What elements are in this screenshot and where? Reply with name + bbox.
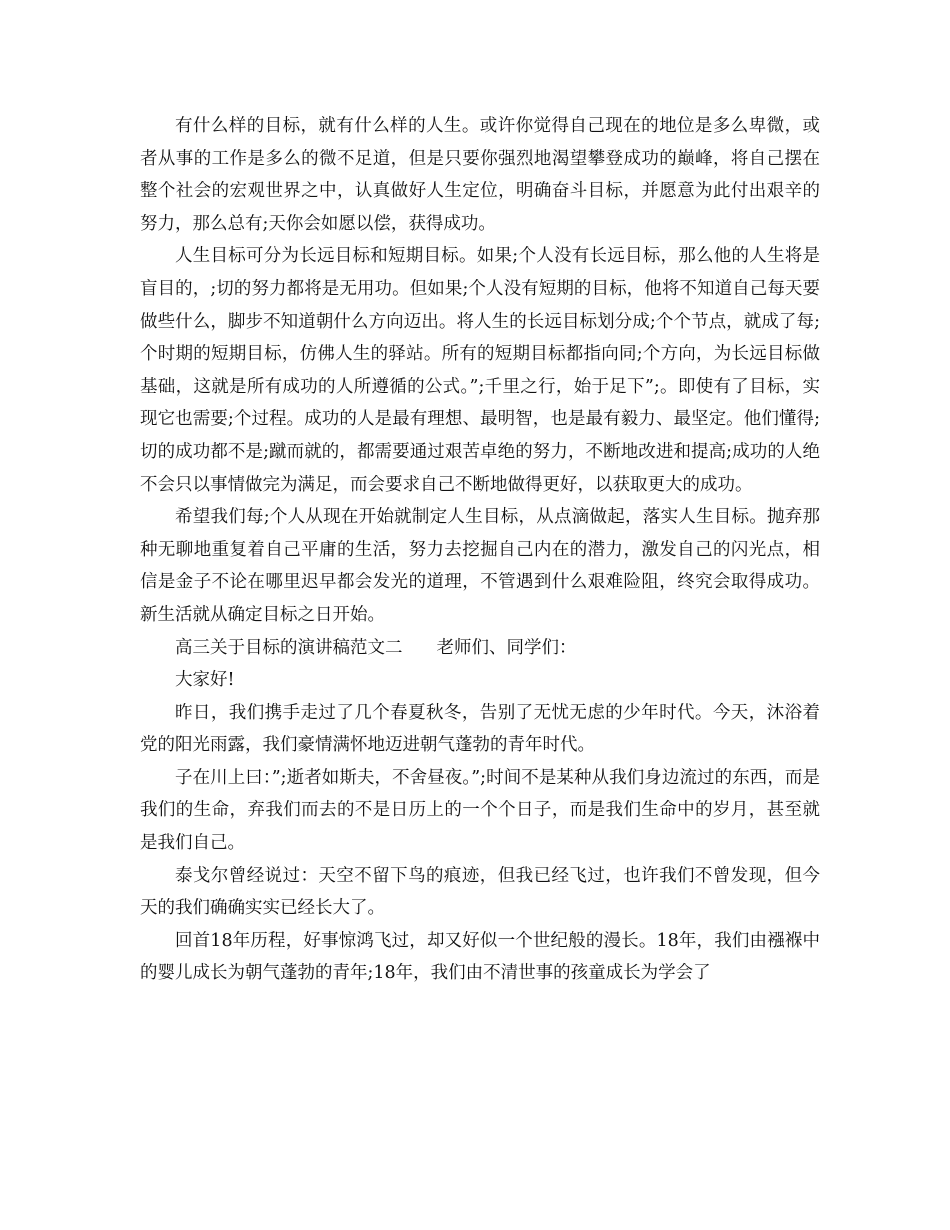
paragraph-goal-and-life: 有什么样的目标，就有什么样的人生。或许你觉得自己现在的地位是多么卑微，或者从事的工作是多么的微不足道，但是只要你强烈地渴望攀登成功的巅峰，将自己摆在整个社会的宏观世界之中，认真做好人生定位，明确奋斗目标，并愿意为此付出艰辛的努力，那么总有;天你会如愿以偿，获得成功。 — [140, 116, 820, 234]
document-body — [140, 110, 820, 990]
paragraph-18-years: 回首18年历程，好事惊鸿飞过，却又好似一个世纪般的漫长。18年，我们由襁褓中的婴儿成长为朝气蓬勃的青年;18年，我们由不清世事的孩童成长为学会了 — [140, 930, 820, 984]
paragraph-greeting: 大家好! — [175, 670, 235, 691]
paragraph-hope: 希望我们每;个人从现在开始就制定人生目标，从点滴做起，落实人生目标。抛弃那种无聊地重复着自己平庸的生活，努力去挖掘自己内在的潜力，激发自己的闪光点，相信是金子不论在哪里迟早都会发光的道理，不管遇到什么艰难险阻，终究会取得成功。新生活就从确定目标之日开始。 — [140, 507, 820, 625]
paragraph-yesterday: 昨日，我们携手走过了几个春夏秋冬，告别了无忧无虑的少年时代。今天，沐浴着党的阳光雨露，我们豪情满怀地迈进朝气蓬勃的青年时代。 — [140, 702, 820, 756]
salutation: 老师们、同学们： — [436, 637, 577, 658]
paragraph-long-and-short-goals: 人生目标可分为长远目标和短期目标。如果;个人没有长远目标，那么他的人生将是盲目的，;切的努力都将是无用功。但如果;个人没有短期的目标，他将不知道自己每天要做些什么，脚步不知道朝什么方向迈出。将人生的长远目标划分成;个个节点，就成了每;个时期的短期目标，仿佛人生的驿站。所有的短期目标都指向同;个方向，为长远目标做基础，这就是所有成功的人所遵循的公式。”;千里之行，始于足下”;。即使有了目标，实现它也需要;个过程。成功的人是最有理想、最明智，也是最有毅力、最坚定。他们懂得;切的成功都不是;蹴而就的，都需要通过艰苦卓绝的努力，不断地改进和提高;成功的人绝不会只以事情做完为满足，而会要求自己不断地做得更好，以获取更大的成功。 — [140, 246, 820, 495]
paragraph-confucius-quote: 子在川上曰：”;逝者如斯夫，不舍昼夜。”;时间不是某种从我们身边流过的东西，而是我们的生命，弃我们而去的不是日历上的一个个日子，而是我们生命中的岁月，甚至就是我们自己。 — [140, 767, 820, 854]
speech-title: 高三关于目标的演讲稿范文二 — [175, 637, 403, 658]
paragraph-tagore-quote: 泰戈尔曾经说过：天空不留下鸟的痕迹，但我已经飞过，也许我们不曾发现，但今天的我们确确实实已经长大了。 — [140, 865, 820, 919]
heading-line — [140, 632, 820, 665]
